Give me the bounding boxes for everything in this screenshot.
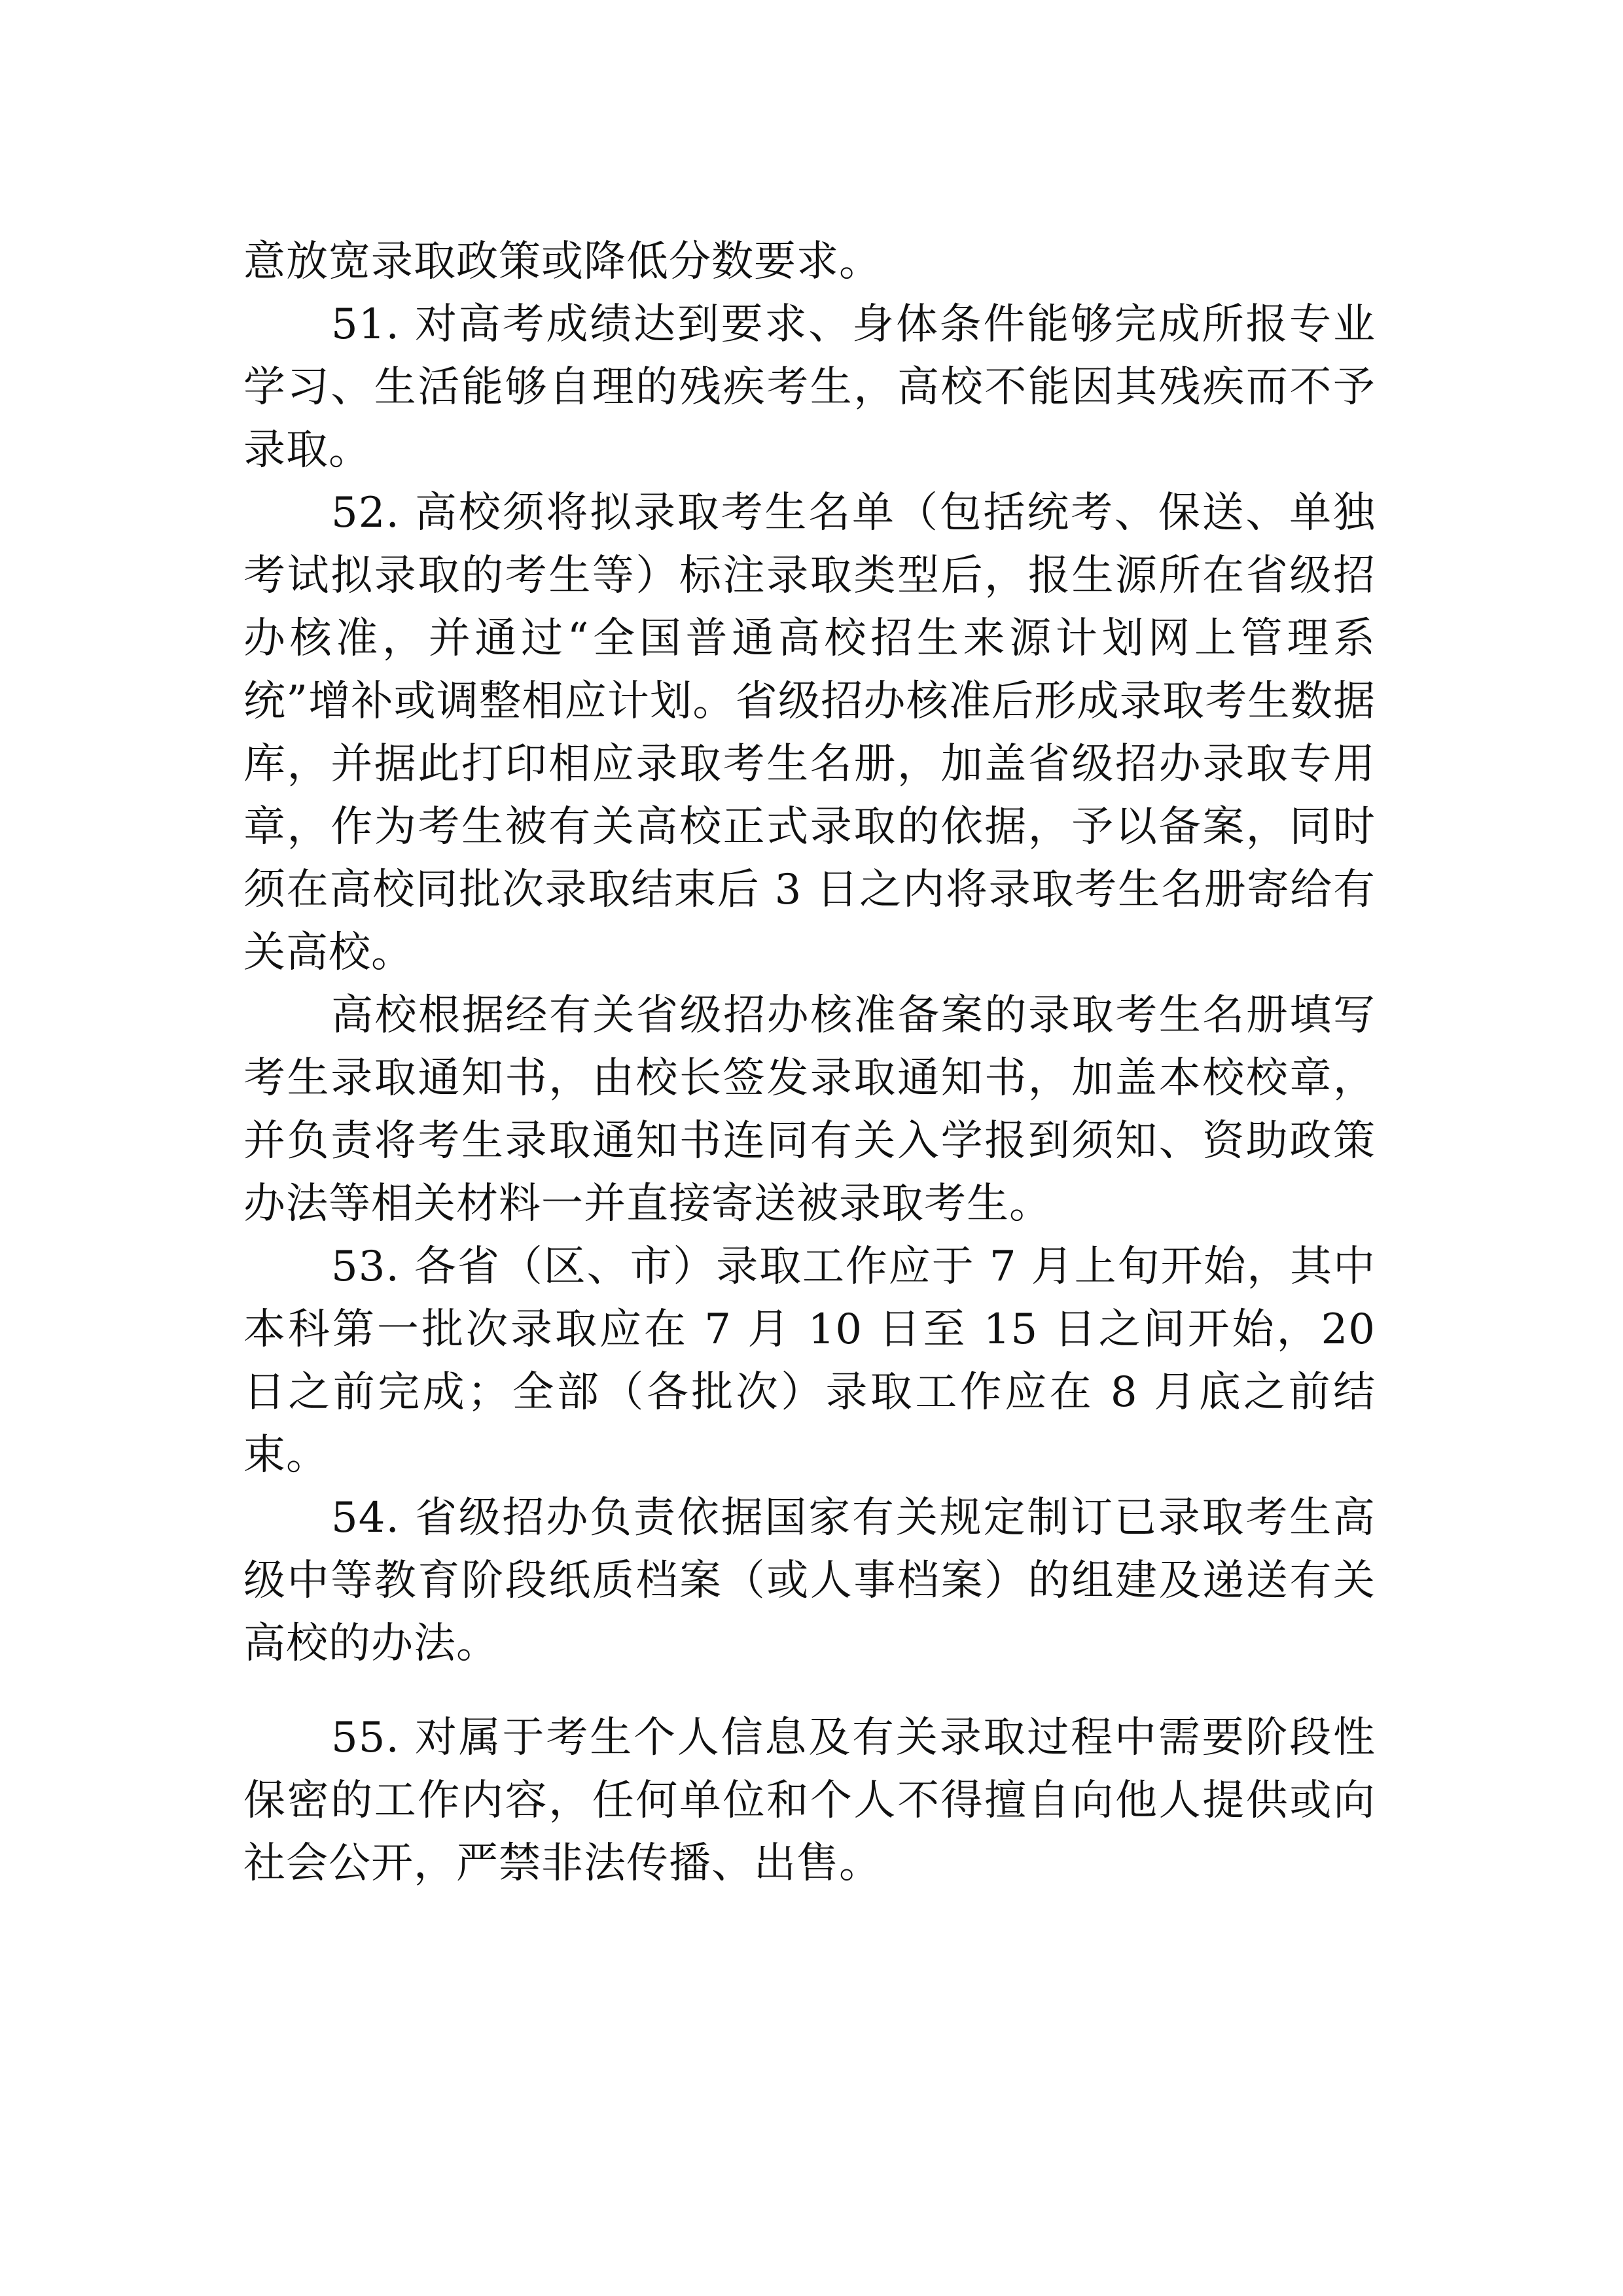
paragraph-54: 54. 省级招办负责依据国家有关规定制订已录取考生高级中等教育阶段纸质档案（或人事档案）的组建及递送有关高校的办法。	[243, 1494, 1376, 1668]
paragraph-53: 53. 各省（区、市）录取工作应于 7 月上旬开始，其中本科第一批次录取应在 7 月 10 日至 15 日之间开始，20 日之前完成；全部（各批次）录取工作应在 8 月底之前结束。	[243, 1243, 1376, 1479]
paragraph-52-notice: 高校根据经有关省级招办核准备案的录取考生名册填写考生录取通知书，由校长签发录取通知书，加盖本校校章，并负责将考生录取通知书连同有关入学报到须知、资助政策办法等相关材料一并直接寄送被录取考生。	[243, 991, 1376, 1228]
paragraph-55: 55. 对属于考生个人信息及有关录取过程中需要阶段性保密的工作内容，任何单位和个人不得擅自向他人提供或向社会公开，严禁非法传播、出售。	[243, 1714, 1376, 1888]
document-page	[243, 230, 1376, 1895]
paragraph-51: 51. 对高考成绩达到要求、身体条件能够完成所报专业学习、生活能够自理的残疾考生，高校不能因其残疾而不予录取。	[243, 300, 1376, 474]
paragraph-52: 52. 高校须将拟录取考生名单（包括统考、保送、单独考试拟录取的考生等）标注录取类型后，报生源所在省级招办核准，并通过“全国普通高校招生来源计划网上管理系统”增补或调整相应计划。省级招办核准后形成录取考生数据库，并据此打印相应录取考生名册，加盖省级招办录取专用章，作为考生被有关高校正式录取的依据，予以备案，同时须在高校同批次录取结束后 3 日之内将录取考生名册寄给有关高校。	[243, 489, 1376, 977]
paragraph-continuation: 意放宽录取政策或降低分数要求。	[243, 238, 882, 286]
